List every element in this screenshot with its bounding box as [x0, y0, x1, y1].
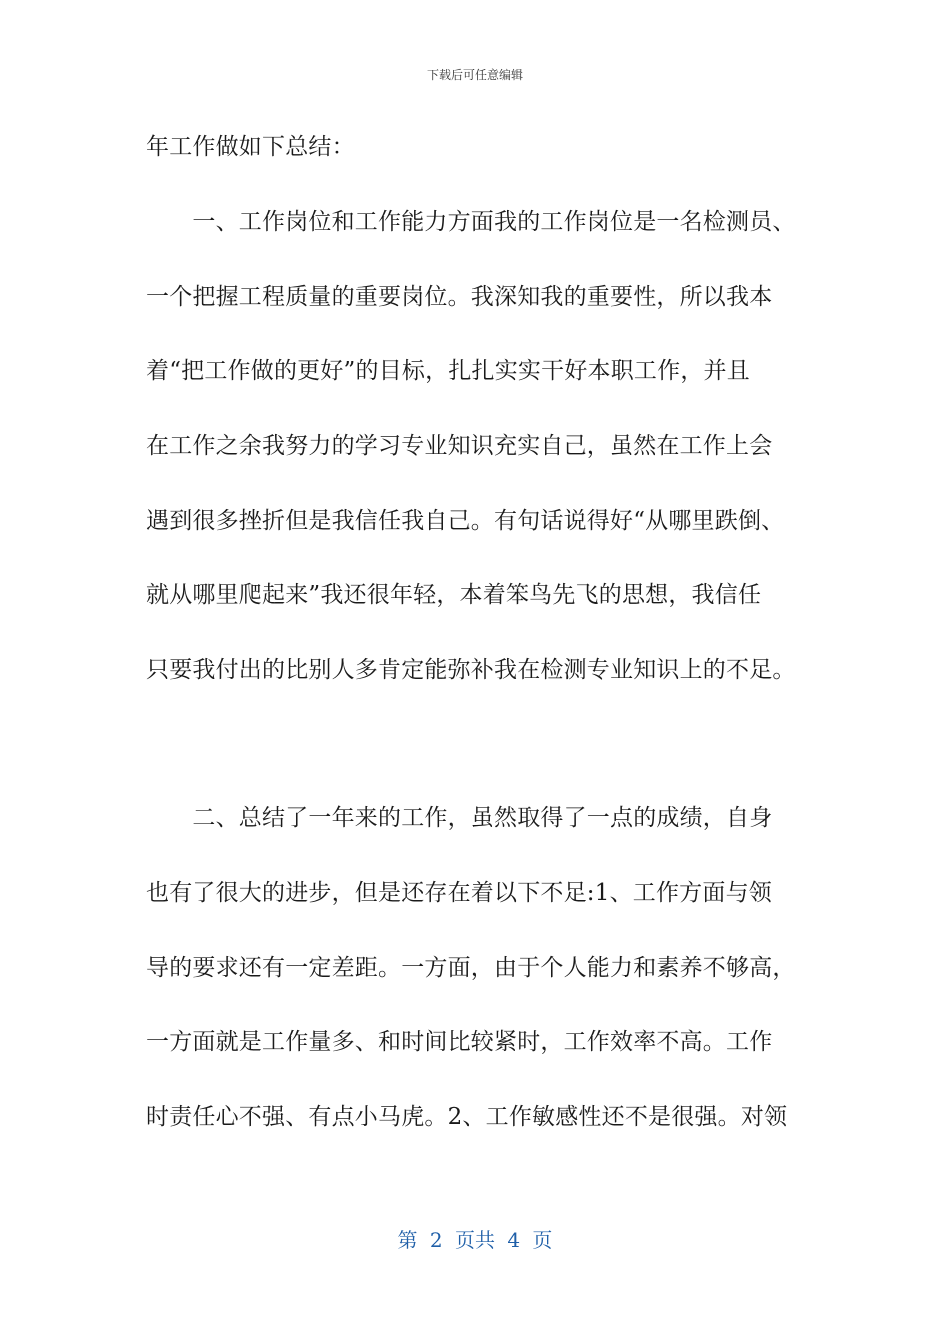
body-line: 一个把握工程质量的重要岗位。我深知我的重要性，所以我本 — [146, 284, 773, 310]
body-line: 着“把工作做的更好”的目标，扎扎实实干好本职工作，并且 — [146, 358, 750, 384]
body-line: 在工作之余我努力的学习专业知识充实自己，虽然在工作上会 — [146, 433, 773, 459]
body-line: 一方面就是工作量多、和时间比较紧时，工作效率不高。工作 — [146, 1029, 773, 1055]
body-line: 只要我付出的比别人多肯定能弥补我在检测专业知识上的不足。 — [146, 657, 796, 683]
body-line: 二、总结了一年来的工作，虽然取得了一点的成绩，自身 — [146, 805, 773, 831]
page-header: 下载后可任意编辑 — [426, 68, 523, 82]
body-line: 年工作做如下总结： — [146, 134, 355, 160]
body-line: 一、工作岗位和工作能力方面我的工作岗位是一名检测员、 — [146, 209, 796, 235]
body-line: 就从哪里爬起来”我还很年轻，本着笨鸟先飞的思想，我信任 — [146, 582, 762, 608]
body-line: 导的要求还有一定差距。一方面，由于个人能力和素养不够高， — [146, 955, 796, 981]
page-number-footer: 第 2 页共 4 页 — [397, 1228, 553, 1252]
body-line: 也有了很大的进步，但是还存在着以下不足:1、工作方面与领 — [146, 880, 772, 906]
body-line: 时责任心不强、有点小马虎。2、工作敏感性还不是很强。对领 — [146, 1104, 788, 1130]
body-line: 遇到很多挫折但是我信任我自己。有句话说得好“从哪里跌倒、 — [146, 508, 785, 534]
